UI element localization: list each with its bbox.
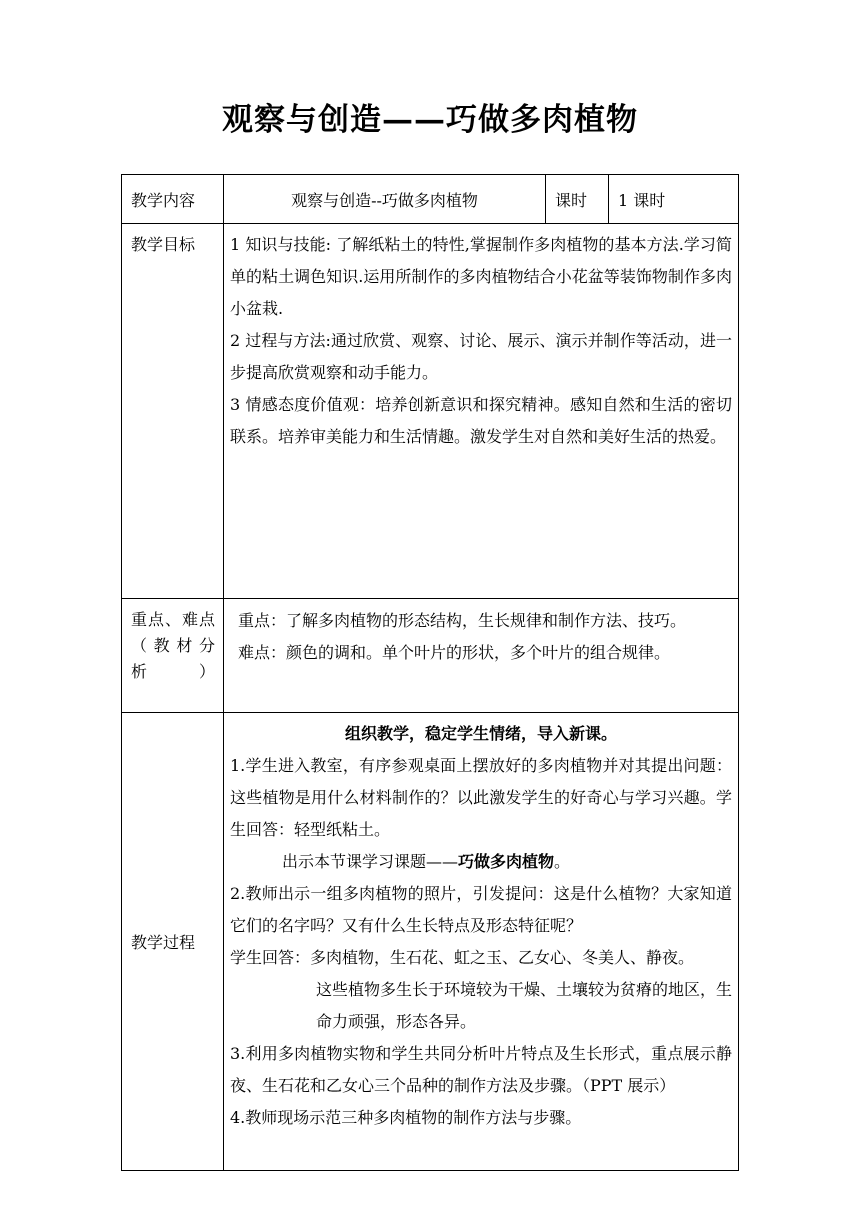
objective-attitude: 3 情感态度价值观：培养创新意识和探究精神。感知自然和生活的密切联系。培养审美能力和生活情趣。激发学生对自然和美好生活的热爱。 — [230, 395, 732, 446]
table-row-keypoints — [122, 599, 739, 713]
label-teaching-objectives: 教学目标 — [122, 224, 224, 599]
student-answer-continued: 这些植物多生长于环境较为干燥、土壤较为贫瘠的地区，生命力顽强，形态各异。 — [316, 980, 733, 1031]
process-heading: 组织教学，稳定学生情绪，导入新课。 — [344, 724, 617, 743]
keypoint-focus: 重点：了解多肉植物的形态结构，生长规律和制作方法、技巧。 — [238, 611, 687, 630]
process-topic — [230, 846, 732, 878]
process-step-3: 3.利用多肉植物实物和学生共同分析叶片特点及生长形式，重点展示静夜、生石花和乙女心三个品种的制作方法及步骤。（PPT 展示） — [230, 1044, 732, 1095]
label-teaching-process: 教学过程 — [122, 713, 224, 1171]
process-step-1: 1.学生进入教室，有序参观桌面上摆放好的多肉植物并对其提出问题：这些植物是用什么材料制作的？以此激发学生的好奇心与学习兴趣。学生回答：轻型纸粘土。 — [230, 756, 732, 839]
objective-knowledge: 1 知识与技能: 了解纸粘土的特性,掌握制作多肉植物的基本方法.学习简单的粘土调色知识.运用所制作的多肉植物结合小花盆等装饰物制作多肉小盆栽. — [230, 235, 732, 318]
table-row-process — [122, 713, 739, 1171]
topic-suffix: 。 — [554, 852, 571, 871]
process-step-4: 4.教师现场示范三种多肉植物的制作方法与步骤。 — [230, 1108, 582, 1127]
label-class-period: 课时 — [546, 175, 609, 224]
student-answer: 学生回答：多肉植物，生石花、虹之玉、乙女心、冬美人、静夜。 — [230, 948, 695, 967]
class-period-value: 1 课时 — [609, 175, 739, 224]
topic-prefix: 出示本节课学习课题—— — [282, 852, 459, 871]
table-row-content — [122, 175, 739, 224]
topic-title: 巧做多肉植物 — [458, 852, 555, 871]
process-content — [224, 713, 739, 1171]
teaching-content-value: 观察与创造--巧做多肉植物 — [224, 175, 546, 224]
objective-process: 2 过程与方法:通过欣赏、观察、讨论、展示、演示并制作等活动，进一步提高欣赏观察和动手能力。 — [230, 331, 732, 382]
process-step-2: 2.教师出示一组多肉植物的照片，引发提问：这是什么植物？大家知道它们的名字吗？又有什么生长特点及形态特征呢？ — [230, 884, 732, 935]
label-keypoints: 重点、难点（教材分析） — [122, 599, 224, 713]
keypoint-difficulty: 难点：颜色的调和。单个叶片的形状，多个叶片的组合规律。 — [238, 643, 671, 662]
keypoints-content — [224, 599, 739, 713]
table-row-objectives — [122, 224, 739, 599]
lesson-plan-table — [121, 174, 739, 1171]
objectives-content — [224, 224, 739, 599]
page-title: 观察与创造——巧做多肉植物 — [222, 102, 638, 138]
label-teaching-content: 教学内容 — [122, 175, 224, 224]
